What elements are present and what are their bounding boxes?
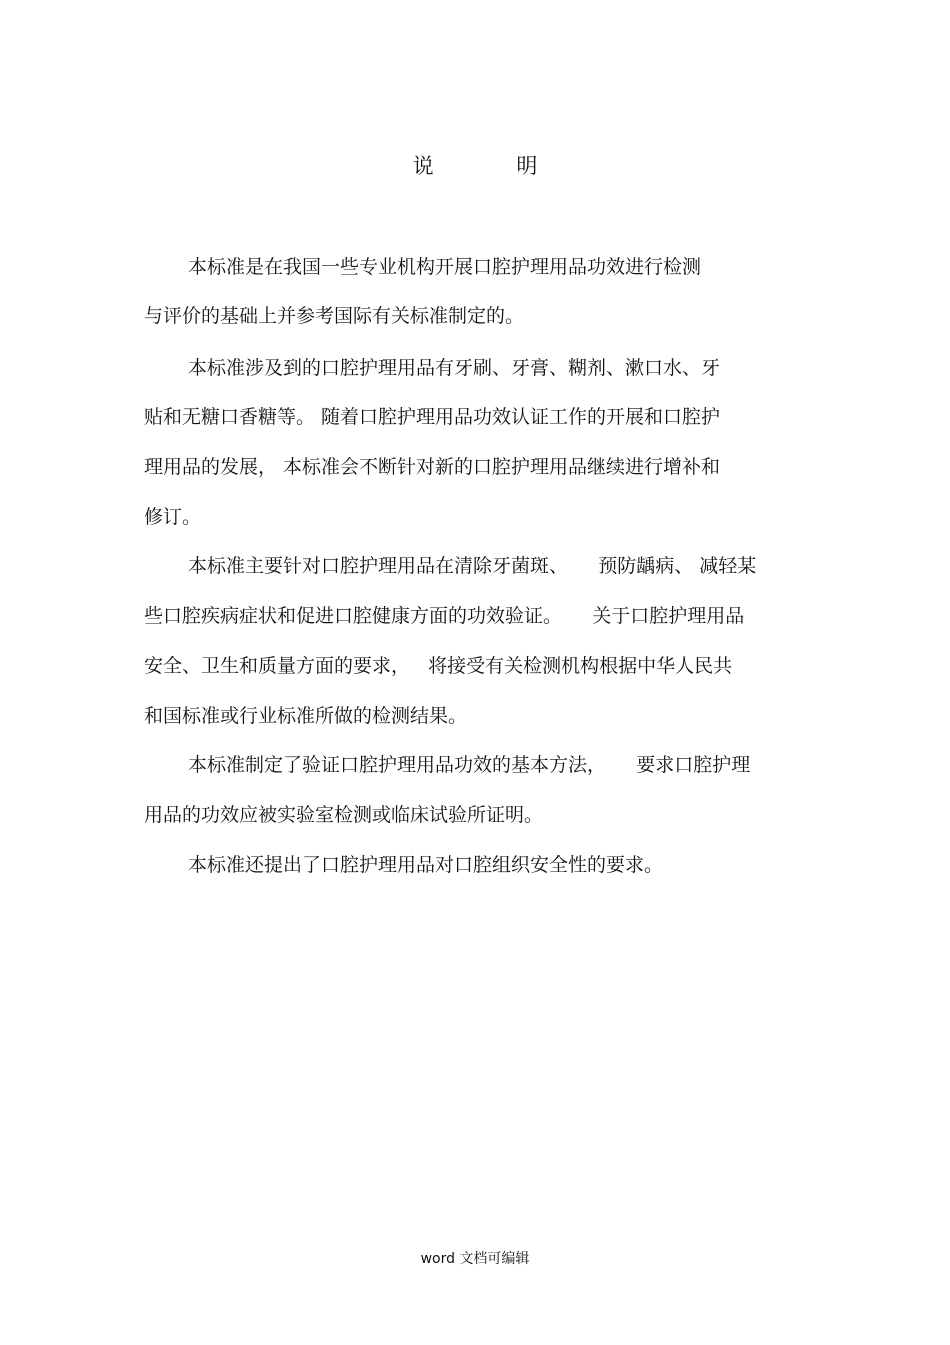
- body-line-2: 与评价的基础上并参考国际有关标准制定的。: [144, 305, 525, 327]
- body-line-1: 本标准是在我国一些专业机构开展口腔护理用品功效进行检测: [188, 256, 702, 278]
- body-line-6: 修订。: [144, 506, 202, 528]
- body-line-11: 本标准制定了验证口腔护理用品功效的基本方法， 要求口腔护理: [188, 754, 751, 776]
- body-line-8: 些口腔疾病症状和促进口腔健康方面的功效验证。 关于口腔护理用品: [144, 605, 745, 627]
- body-line-9: 安全、卫生和质量方面的要求， 将接受有关检测机构根据中华人民共: [144, 655, 733, 677]
- body-line-7: 本标准主要针对口腔护理用品在清除牙菌斑、 预防龋病、 减轻某: [188, 555, 757, 577]
- page-title: 说 明: [412, 154, 576, 178]
- body-line-4: 贴和无糖口香糖等。 随着口腔护理用品功效认证工作的开展和口腔护: [144, 406, 721, 428]
- body-line-5: 理用品的发展， 本标准会不断针对新的口腔护理用品继续进行增补和: [144, 456, 721, 478]
- body-line-12: 用品的功效应被实验室检测或临床试验所证明。: [144, 804, 544, 826]
- body-line-13: 本标准还提出了口腔护理用品对口腔组织安全性的要求。: [188, 854, 664, 876]
- body-line-10: 和国标准或行业标准所做的检测结果。: [144, 705, 468, 727]
- body-line-3: 本标准涉及到的口腔护理用品有牙刷、牙膏、糊剂、漱口水、牙: [188, 357, 721, 379]
- footer-label: word 文档可编辑: [420, 1251, 530, 1267]
